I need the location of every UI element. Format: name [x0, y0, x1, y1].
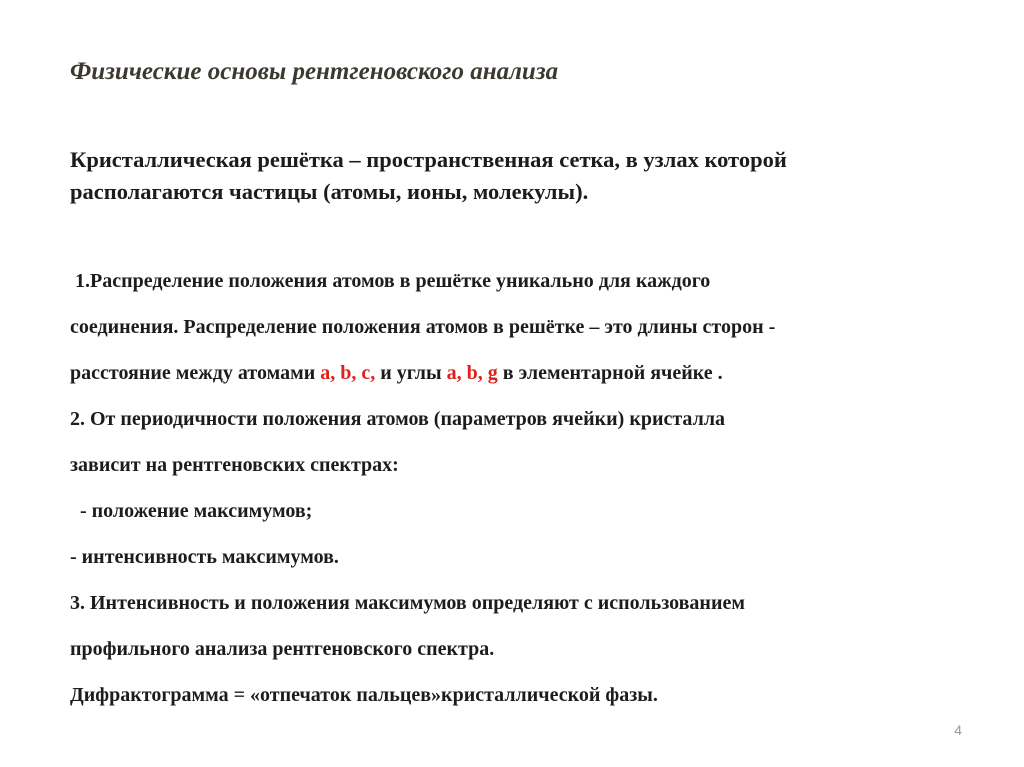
body-text [70, 258, 1000, 718]
point-1-line-3-text-a: расстояние между атомами [70, 362, 321, 384]
point-1-line-3-text-c: в элементарной ячейке . [497, 362, 723, 384]
point-2-item-1: - положение максимумов; [70, 500, 313, 522]
point-3-line-2: профильного анализа рентгеновского спектра. [70, 638, 495, 660]
cell-lengths-symbols: a, b, c, [320, 362, 376, 384]
slide-title: Физические основы рентгеновского анализа [70, 58, 559, 85]
point-2-line-2: зависит на рентгеновских спектрах: [70, 454, 399, 476]
point-3-line-1: 3. Интенсивность и положения максимумов определяют с использованием [70, 592, 745, 614]
point-1-line-2: соединения. Распределение положения атомов в решётке – это длины сторон - [70, 316, 776, 338]
point-2-line-1: 2. От периодичности положения атомов (параметров ячейки) кристалла [70, 408, 726, 430]
definition-line-2: располагаются частицы (атомы, ионы, молекулы). [70, 179, 589, 204]
point-1-line-3-text-b: и углы [375, 362, 447, 384]
definition-line-1: Кристаллическая решётка – пространственная сетка, в узлах которой [70, 147, 787, 172]
cell-angles-symbols: a, b, g [446, 362, 498, 384]
point-1-line-3 [70, 350, 1000, 396]
definition-paragraph [70, 144, 990, 208]
point-2-item-2: - интенсивность максимумов. [70, 546, 339, 568]
point-1-line-1: 1.Распределение положения атомов в решётке уникально для каждого [70, 270, 711, 292]
page-number: 4 [954, 722, 962, 738]
conclusion-line: Дифрактограмма = «отпечаток пальцев»кристаллической фазы. [70, 684, 658, 706]
